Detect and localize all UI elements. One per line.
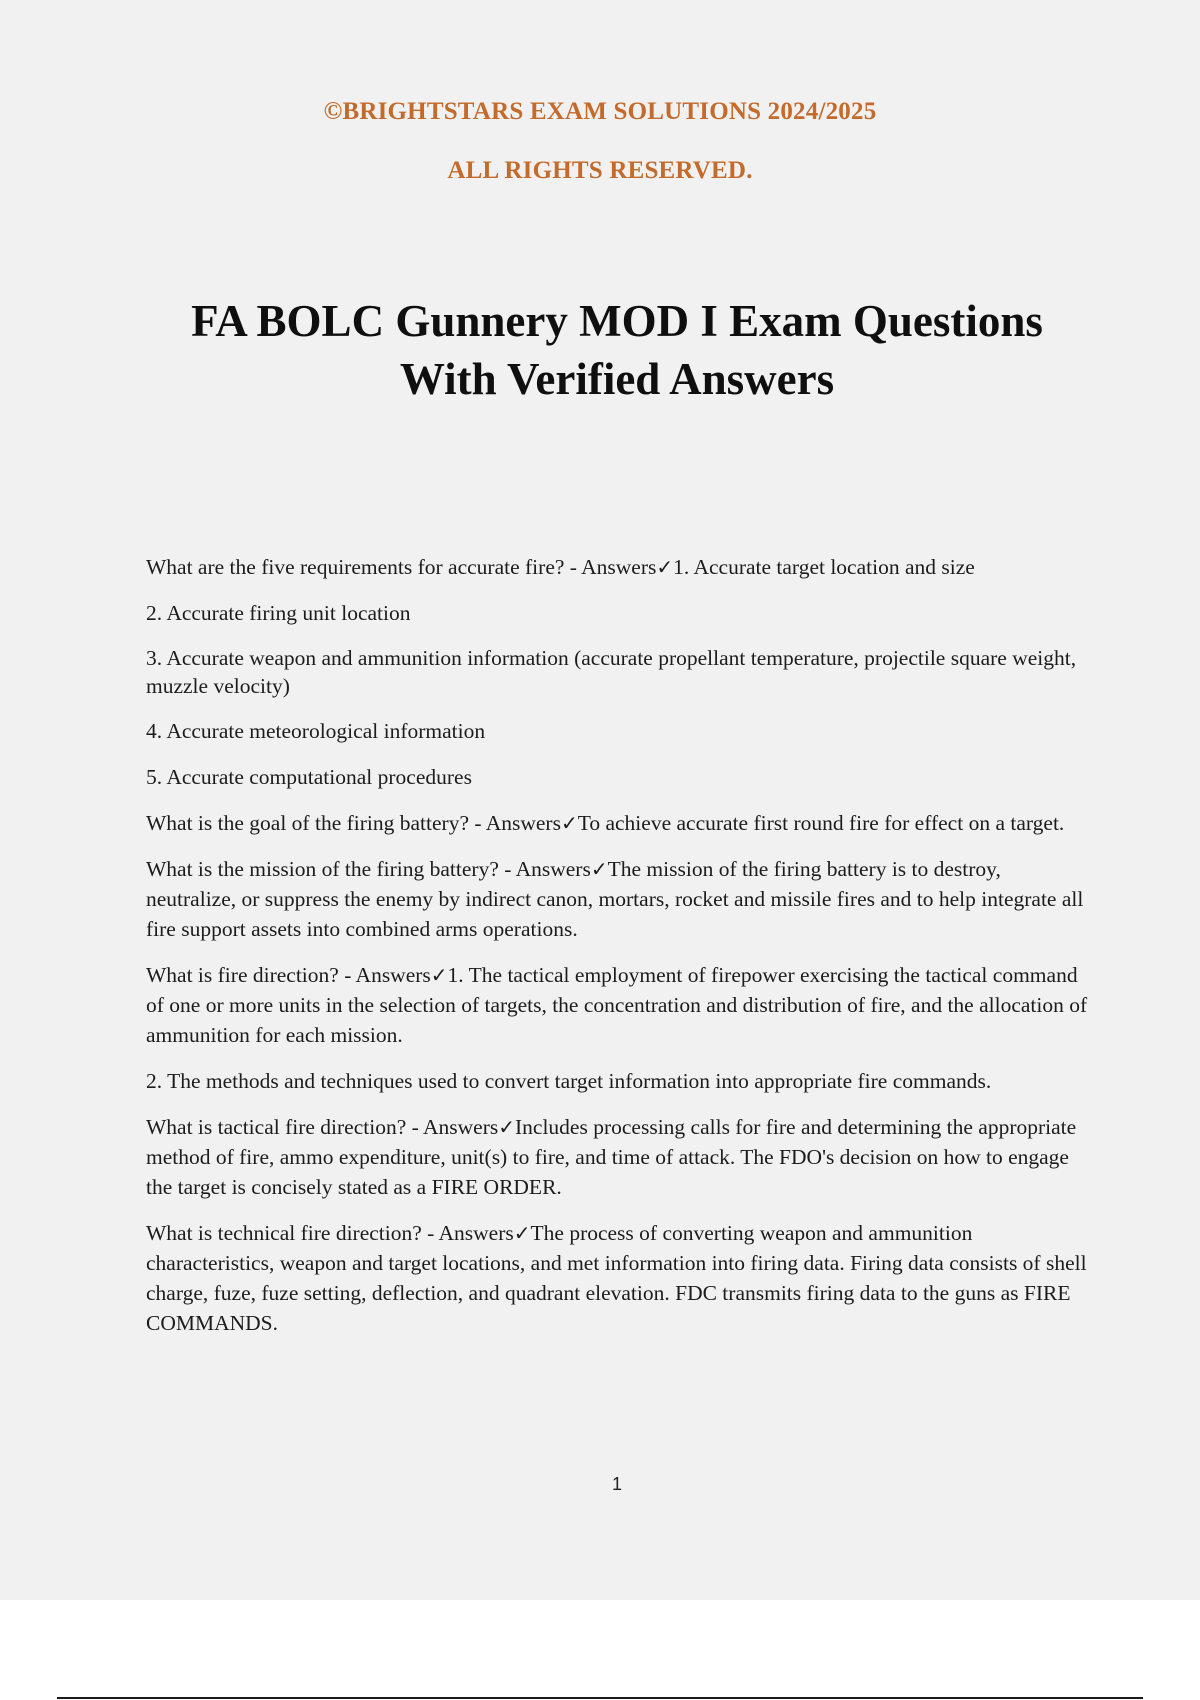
qa-item bbox=[146, 960, 1091, 1050]
question-text: What is the mission of the firing battery? - Answers bbox=[146, 857, 591, 881]
checkmark-icon: ✓ bbox=[560, 811, 578, 835]
qa-item bbox=[146, 1066, 1091, 1096]
answer-text: The process of converting weapon and ammunition characteristics, weapon and target locations, and met information into firing data. Firing data consists of shell charge, fuze, fuze setting, deflection, and quadrant elevation. FDC transmits firing data to the guns as FIRE COMMANDS. bbox=[146, 1221, 1087, 1335]
page-divider bbox=[57, 1697, 1143, 1699]
qa-item bbox=[146, 854, 1091, 944]
checkmark-icon: ✓ bbox=[498, 1115, 515, 1139]
answer-text: The mission of the firing battery is to destroy, neutralize, or suppress the enemy by indirect canon, mortars, rocket and missile fires and to help integrate all fire support assets into combined arms operations. bbox=[146, 857, 1084, 941]
answer-text: Includes processing calls for fire and determining the appropriate method of fire, ammo expenditure, unit(s) to fire, and time of attack. The FDO's decision on how to engage the target is concisely stated as a FIRE ORDER. bbox=[146, 1115, 1077, 1199]
qa-item bbox=[146, 552, 1091, 582]
document-title bbox=[100, 292, 1134, 408]
qa-item bbox=[146, 598, 1091, 628]
answer-text: 5. Accurate computational procedures bbox=[146, 765, 472, 789]
checkmark-icon: ✓ bbox=[590, 857, 608, 881]
qa-item bbox=[146, 716, 1091, 746]
qa-item bbox=[146, 808, 1091, 838]
answer-text: 1. The tactical employment of firepower exercising the tactical command of one or more units in the selection of targets, the concentration and distribution of fire, and the allocation of ammunition for each mission. bbox=[146, 963, 1088, 1047]
page-number: 1 bbox=[611, 1474, 622, 1494]
question-text: What is the goal of the firing battery? - Answers bbox=[146, 811, 561, 835]
rights-reserved-header: ALL RIGHTS RESERVED. bbox=[447, 157, 753, 184]
answer-text: 4. Accurate meteorological information bbox=[146, 719, 486, 743]
title-line-1: FA BOLC Gunnery MOD I Exam Questions bbox=[191, 296, 1043, 346]
question-text: What are the five requirements for accurate fire? - Answers bbox=[146, 555, 657, 579]
qa-item bbox=[146, 1218, 1091, 1338]
answer-text: 1. Accurate target location and size bbox=[673, 555, 975, 579]
question-text: What is tactical fire direction? - Answers bbox=[146, 1115, 499, 1139]
qa-item bbox=[146, 644, 1091, 700]
qa-item bbox=[146, 1112, 1091, 1202]
answer-text: 3. Accurate weapon and ammunition information (accurate propellant temperature, projectile square weight, muzzle velocity) bbox=[146, 646, 1077, 698]
copyright-header: ©BRIGHTSTARS EXAM SOLUTIONS 2024/2025 bbox=[323, 98, 877, 125]
checkmark-icon: ✓ bbox=[656, 555, 674, 579]
answer-text: 2. Accurate firing unit location bbox=[146, 601, 411, 625]
question-text: What is fire direction? - Answers bbox=[146, 963, 431, 987]
checkmark-icon: ✓ bbox=[430, 963, 448, 987]
answer-text: To achieve accurate first round fire for effect on a target. bbox=[577, 811, 1065, 835]
title-line-2: With Verified Answers bbox=[399, 354, 835, 404]
qa-item bbox=[146, 762, 1091, 792]
answer-text: 2. The methods and techniques used to convert target information into appropriate fire commands. bbox=[146, 1069, 992, 1093]
question-text: What is technical fire direction? - Answers bbox=[146, 1221, 514, 1245]
qa-content bbox=[146, 552, 1091, 1354]
checkmark-icon: ✓ bbox=[513, 1221, 531, 1245]
